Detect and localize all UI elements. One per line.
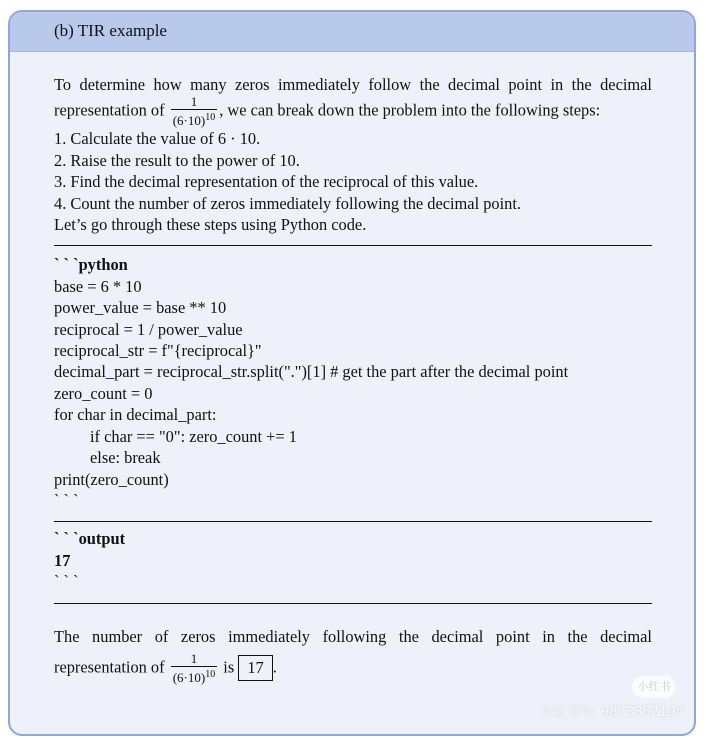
conclusion-paragraph	[54, 622, 652, 685]
divider-rule	[54, 603, 652, 604]
code-line-9: else: break	[90, 448, 161, 468]
denominator-exponent: 10	[205, 112, 216, 124]
box-content	[54, 74, 652, 685]
fraction-numerator: 1	[190, 94, 198, 110]
fraction-numerator: 1	[190, 650, 198, 666]
code-line-2: power_value = base ** 10	[54, 298, 227, 318]
fraction-denominator	[171, 109, 218, 128]
conclusion-is: is	[223, 656, 235, 676]
code-close-fence: ` ` `	[54, 490, 79, 510]
intro-paragraph	[54, 74, 652, 128]
intro-text-2: , we can break down the problem into the following steps:	[219, 100, 601, 120]
lead-in-text: Let’s go through these steps using Python code.	[54, 215, 367, 235]
code-line-10: print(zero_count)	[54, 469, 169, 489]
code-line-6: zero_count = 0	[54, 383, 153, 403]
box-title: (b) TIR example	[10, 12, 694, 52]
code-line-8: if char == "0": zero_count += 1	[90, 426, 297, 446]
conclusion-fraction	[171, 652, 218, 685]
code-line-3: reciprocal = 1 / power_value	[54, 319, 243, 339]
code-line-1: base = 6 * 10	[54, 276, 142, 296]
step-2: 2. Raise the result to the power of 10.	[54, 150, 300, 170]
denominator-base: (6·10)	[172, 669, 206, 685]
step-1: 1. Calculate the value of 6 · 10.	[54, 129, 261, 149]
divider-rule	[54, 521, 652, 522]
denominator-exponent: 10	[205, 668, 216, 680]
denominator-base: (6·10)	[172, 113, 206, 129]
output-value: 17	[54, 550, 71, 570]
output-open-fence: ` ` `output	[54, 529, 126, 549]
divider-rule	[54, 245, 652, 246]
fraction-denominator	[171, 666, 218, 685]
intro-text-1: To determine how many zeros immediately follow the decimal point in the decimal representation of	[54, 75, 652, 120]
output-close-fence: ` ` `	[54, 572, 79, 592]
code-line-5: decimal_part = reciprocal_str.split(".")[1] # get the part after the decimal point	[54, 362, 569, 382]
code-open-fence: ` ` `python	[54, 255, 128, 275]
conclusion-period: .	[272, 656, 277, 676]
intro-fraction	[171, 95, 218, 128]
code-line-4: reciprocal_str = f"{reciprocal}"	[54, 341, 262, 361]
code-line-7: for char in decimal_part:	[54, 405, 217, 425]
boxed-answer: 17	[238, 655, 272, 681]
watermark-badge: 小红书	[632, 676, 676, 698]
watermark-text: 小红书号: 9873352194	[540, 705, 684, 720]
tir-example-box	[8, 10, 696, 736]
step-4: 4. Count the number of zeros immediately following the decimal point.	[54, 193, 522, 213]
step-3: 3. Find the decimal representation of the reciprocal of this value.	[54, 172, 479, 192]
conclusion-text: The number of zeros immediately following the decimal point in the decimal representation of	[54, 626, 652, 676]
